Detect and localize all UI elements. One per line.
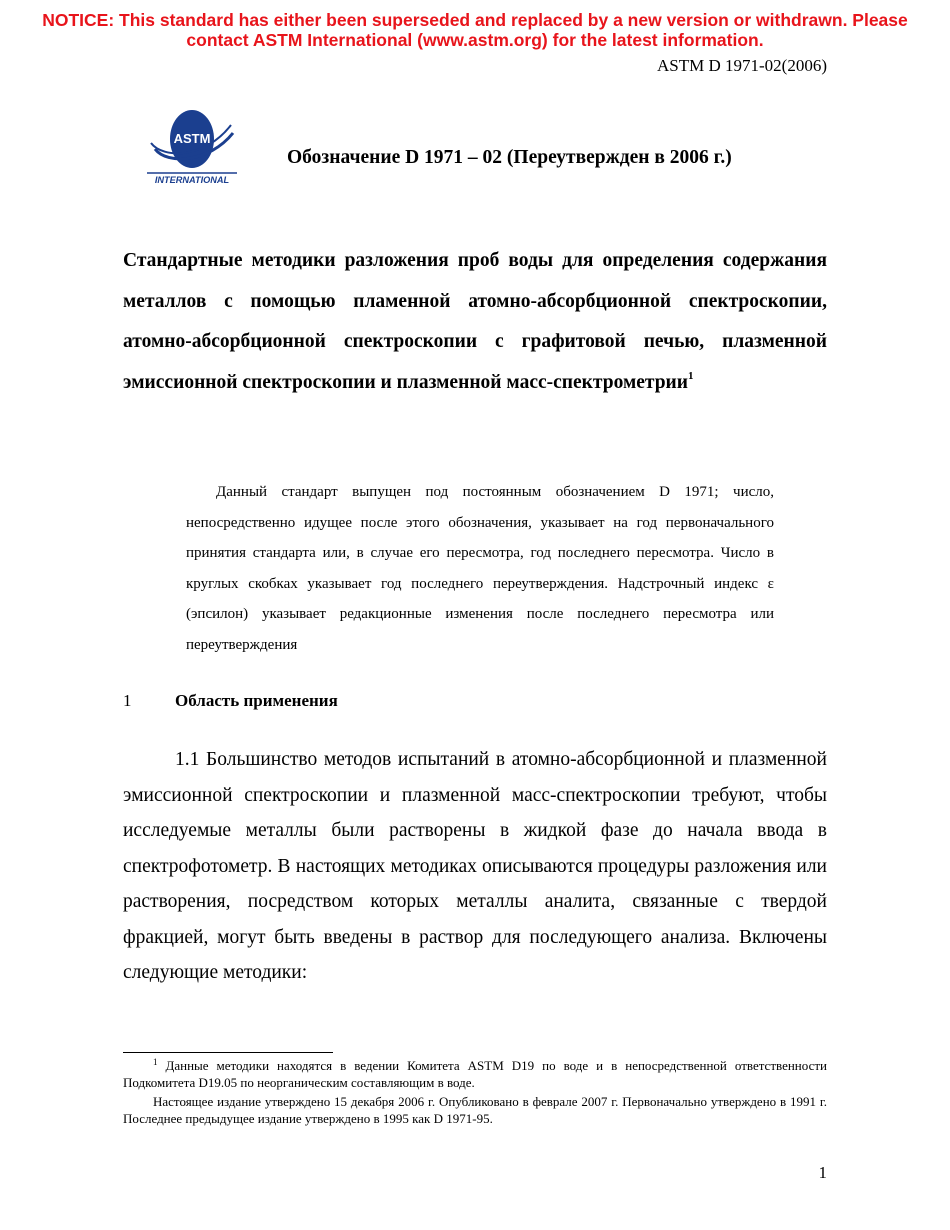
notice-line-1: NOTICE: This standard has either been superseded and replaced by a new version or withdrawn. Please: [42, 10, 908, 30]
logo-text: INTERNATIONAL: [154, 175, 230, 185]
footnote-separator: [123, 1052, 333, 1053]
footnote-1-mark: 1: [153, 1057, 158, 1067]
title-footnote-ref: 1: [688, 369, 694, 382]
logo-letters: ASTM: [173, 131, 211, 146]
page-number: 1: [818, 1163, 827, 1182]
intro-paragraph: Данный стандарт выпущен под постоянным обозначением D 1971; число, непосредственно идущее после этого обозначения, указывает на год первоначального принятия стандарта или, в случае его пересмотра, год последнего пересмотра. Число в круглых скобках указывает год последнего переутверждения. Надстрочный индекс ε (эпсилон) указывает редакционные изменения после последнего пересмотра или переутверждения: [186, 484, 774, 653]
section-number: 1: [123, 691, 132, 710]
paragraph-1-1: 1.1 Большинство методов испытаний в атомно-абсорбционной и плазменной эмиссионной спектроскопии и плазменной масс-спектроскопии требуют, чтобы исследуемые металлы были растворены в жидкой фазе до начала ввода в спектрофотометр. В настоящих методиках описываются процедуры разложения или растворения, посредством которых металлы аналита, связанные с твердой фракцией, могут быть введены в раствор для последующего анализа. Включены следующие методики:: [123, 749, 827, 983]
footnote-1: [123, 1058, 827, 1091]
footnote-1-text: Данные методики находятся в ведении Комитета ASTM D19 по воде и в непосредственной ответственности Подкомитета D19.05 по неорганическим составляющим в воде.: [123, 1058, 827, 1090]
footnote-2: Настоящее издание утверждено 15 декабря 2006 г. Опубликовано в феврале 2007 г. Первоначально утверждено в 1991 г. Последнее предыдущее издание утверждено в 1995 как D 1971-95.: [123, 1094, 827, 1126]
document-title: [123, 241, 827, 403]
astm-logo-icon: [147, 103, 237, 187]
notice-line-2: contact ASTM International (www.astm.org) for the latest information.: [186, 30, 764, 50]
standard-designation: ASTM D 1971-02(2006): [657, 56, 827, 75]
withdrawal-notice: [0, 10, 950, 50]
section-title: Область применения: [175, 691, 338, 710]
document-title-text: Стандартные методики разложения проб воды для определения содержания металлов с помощью пламенной атомно-абсорбционной спектроскопии, атомно-абсорбционной спектроскопии с графитовой печью, плазменной эмиссионной спектроскопии и плазменной масс-спектрометрии: [123, 250, 827, 393]
standard-title: Обозначение D 1971 – 02 (Переутвержден в 2006 г.): [287, 147, 732, 168]
